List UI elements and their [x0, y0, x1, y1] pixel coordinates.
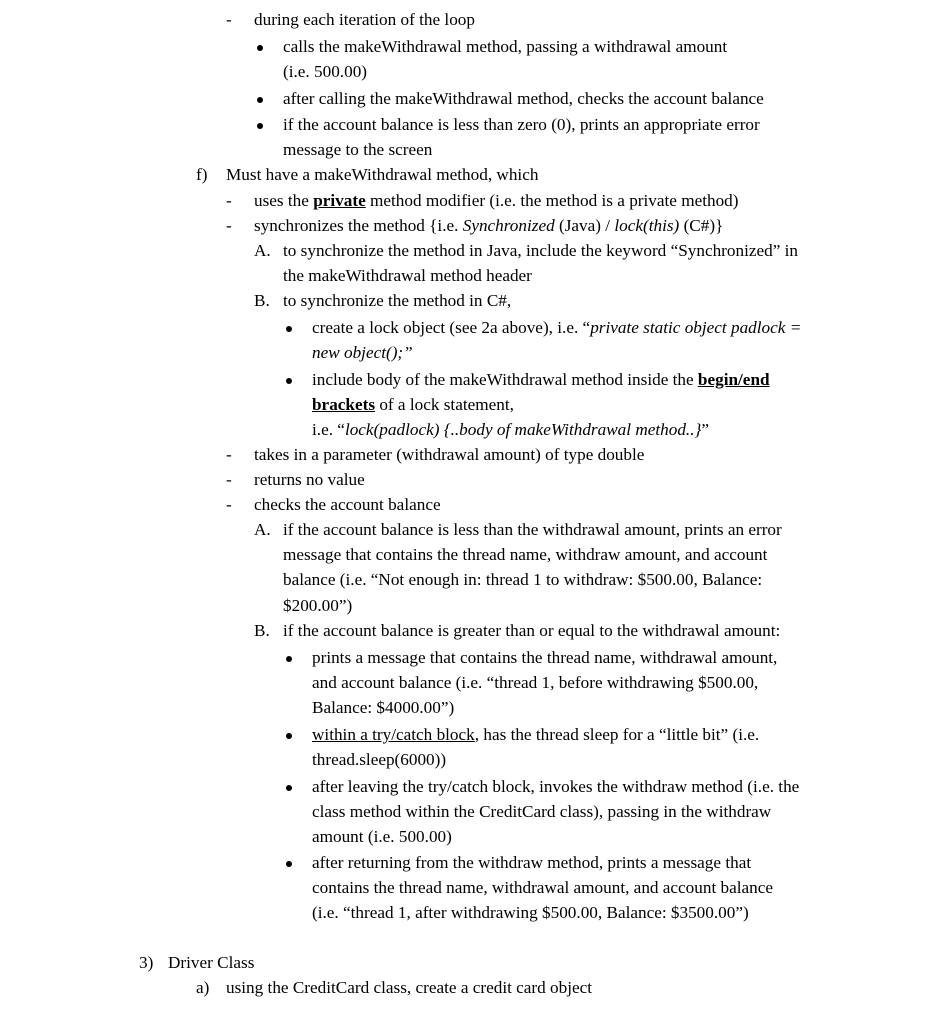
text-line: [226, 978, 592, 998]
text-segment: Driver Class: [168, 953, 255, 972]
list-marker: A.: [254, 520, 271, 539]
text-line: [312, 318, 801, 338]
text-line: [312, 878, 773, 898]
text-line: [254, 445, 644, 465]
text-segment: the makeWithdrawal method header: [283, 266, 532, 285]
text-line: [312, 420, 709, 440]
text-line: [283, 89, 764, 109]
list-marker: -: [226, 191, 232, 210]
bullet-icon: [257, 45, 263, 51]
text-segment: during each iteration of the loop: [254, 10, 475, 29]
text-segment: if the account balance is greater than or equal to the withdrawal amount:: [283, 621, 781, 640]
list-marker: a): [196, 978, 210, 997]
text-segment: if the account balance is less than zero (0), prints an appropriate error: [283, 115, 760, 134]
text-line: [283, 621, 780, 641]
list-marker: -: [226, 216, 232, 235]
text-segment: (Java) /: [554, 216, 615, 235]
bullet-icon: [257, 123, 263, 129]
text-segment: and account balance (i.e. “thread 1, before withdrawing $500.00,: [312, 673, 759, 692]
text-line: [283, 291, 511, 311]
text-segment: create a lock object (see 2a above), i.e. “: [312, 318, 591, 337]
text-segment: returns no value: [254, 470, 365, 489]
text-line: [283, 62, 367, 82]
list-marker: -: [226, 10, 232, 29]
emphasized-text: brackets: [312, 395, 376, 414]
text-line: [283, 520, 782, 540]
text-segment: of a lock statement,: [375, 395, 514, 414]
text-segment: checks the account balance: [254, 495, 441, 514]
text-segment: takes in a parameter (withdrawal amount) of type double: [254, 445, 645, 464]
text-segment: message that contains the thread name, withdraw amount, and account: [283, 545, 768, 564]
text-line: [312, 777, 799, 797]
text-line: [283, 266, 532, 286]
text-segment: Must have a makeWithdrawal method, which: [226, 165, 539, 184]
text-segment: ”: [701, 420, 710, 439]
text-line: [254, 495, 441, 515]
text-line: [312, 802, 771, 822]
italic-text: lock(padlock) {..body of makeWithdrawal method..}: [344, 420, 702, 439]
text-segment: thread.sleep(6000)): [312, 750, 447, 769]
text-line: [312, 370, 770, 390]
text-line: [312, 827, 452, 847]
bullet-icon: [257, 97, 263, 103]
text-line: [312, 903, 749, 923]
list-marker: 3): [139, 953, 154, 972]
text-segment: after calling the makeWithdrawal method, checks the account balance: [283, 89, 764, 108]
bullet-icon: [286, 326, 292, 332]
text-segment: using the CreditCard class, create a credit card object: [226, 978, 593, 997]
text-segment: after leaving the try/catch block, invokes the withdraw method (i.e. the: [312, 777, 800, 796]
bullet-icon: [286, 656, 292, 662]
text-segment: if the account balance is less than the withdrawal amount, prints an error: [283, 520, 782, 539]
text-segment: i.e. “: [312, 420, 345, 439]
text-segment: (i.e. 500.00): [283, 62, 368, 81]
text-line: [254, 10, 475, 30]
text-segment: $200.00”): [283, 596, 353, 615]
text-segment: calls the makeWithdrawal method, passing a withdrawal amount: [283, 37, 728, 56]
text-line: [312, 648, 777, 668]
bullet-icon: [286, 861, 292, 867]
italic-text: new object();”: [312, 343, 413, 362]
text-line: [283, 37, 727, 57]
list-marker: -: [226, 495, 232, 514]
text-segment: amount (i.e. 500.00): [312, 827, 452, 846]
text-segment: (i.e. “thread 1, after withdrawing $500.00, Balance: $3500.00”): [312, 903, 749, 922]
italic-text: Synchronized: [462, 216, 555, 235]
text-line: [283, 570, 762, 590]
text-line: [312, 343, 413, 363]
text-segment: after returning from the withdraw method, prints a message that: [312, 853, 752, 872]
list-marker: -: [226, 470, 232, 489]
text-segment: , has the thread sleep for a “little bit” (i.e.: [474, 725, 760, 744]
emphasized-text: private: [313, 191, 366, 210]
text-segment: to synchronize the method in C#,: [283, 291, 512, 310]
bullet-icon: [286, 785, 292, 791]
text-segment: to synchronize the method in Java, include the keyword “Synchronized” in: [283, 241, 798, 260]
text-line: [226, 165, 538, 185]
text-line: [168, 953, 254, 973]
text-line: [283, 545, 767, 565]
text-segment: (C#)}: [679, 216, 724, 235]
emphasized-text: within a try/catch block: [312, 725, 475, 744]
text-line: [283, 115, 760, 135]
text-line: [312, 750, 446, 770]
list-marker: A.: [254, 241, 271, 260]
text-line: [283, 241, 798, 261]
text-segment: Balance: $4000.00”): [312, 698, 455, 717]
text-line: [312, 698, 454, 718]
text-line: [283, 140, 432, 160]
emphasized-text: begin/end: [697, 370, 770, 389]
text-segment: contains the thread name, withdrawal amount, and account balance: [312, 878, 774, 897]
text-segment: balance (i.e. “Not enough in: thread 1 to withdraw: $500.00, Balance:: [283, 570, 763, 589]
text-line: [312, 673, 758, 693]
text-segment: method modifier (i.e. the method is a private method): [365, 191, 739, 210]
text-segment: include body of the makeWithdrawal method inside the: [312, 370, 698, 389]
text-line: [254, 191, 739, 211]
text-segment: uses the: [254, 191, 314, 210]
italic-text: lock(this): [614, 216, 680, 235]
text-line: [312, 725, 759, 745]
text-line: [254, 216, 723, 236]
text-line: [312, 853, 751, 873]
text-line: [283, 596, 352, 616]
list-marker: B.: [254, 621, 270, 640]
list-marker: -: [226, 445, 232, 464]
bullet-icon: [286, 378, 292, 384]
text-line: [312, 395, 514, 415]
text-line: [254, 470, 365, 490]
list-marker: f): [196, 165, 208, 184]
text-segment: synchronizes the method {i.e.: [254, 216, 463, 235]
list-marker: B.: [254, 291, 270, 310]
text-segment: class method within the CreditCard class), passing in the withdraw: [312, 802, 772, 821]
bullet-icon: [286, 733, 292, 739]
text-segment: message to the screen: [283, 140, 433, 159]
italic-text: private static object padlock =: [590, 318, 802, 337]
text-segment: prints a message that contains the thread name, withdrawal amount,: [312, 648, 778, 667]
